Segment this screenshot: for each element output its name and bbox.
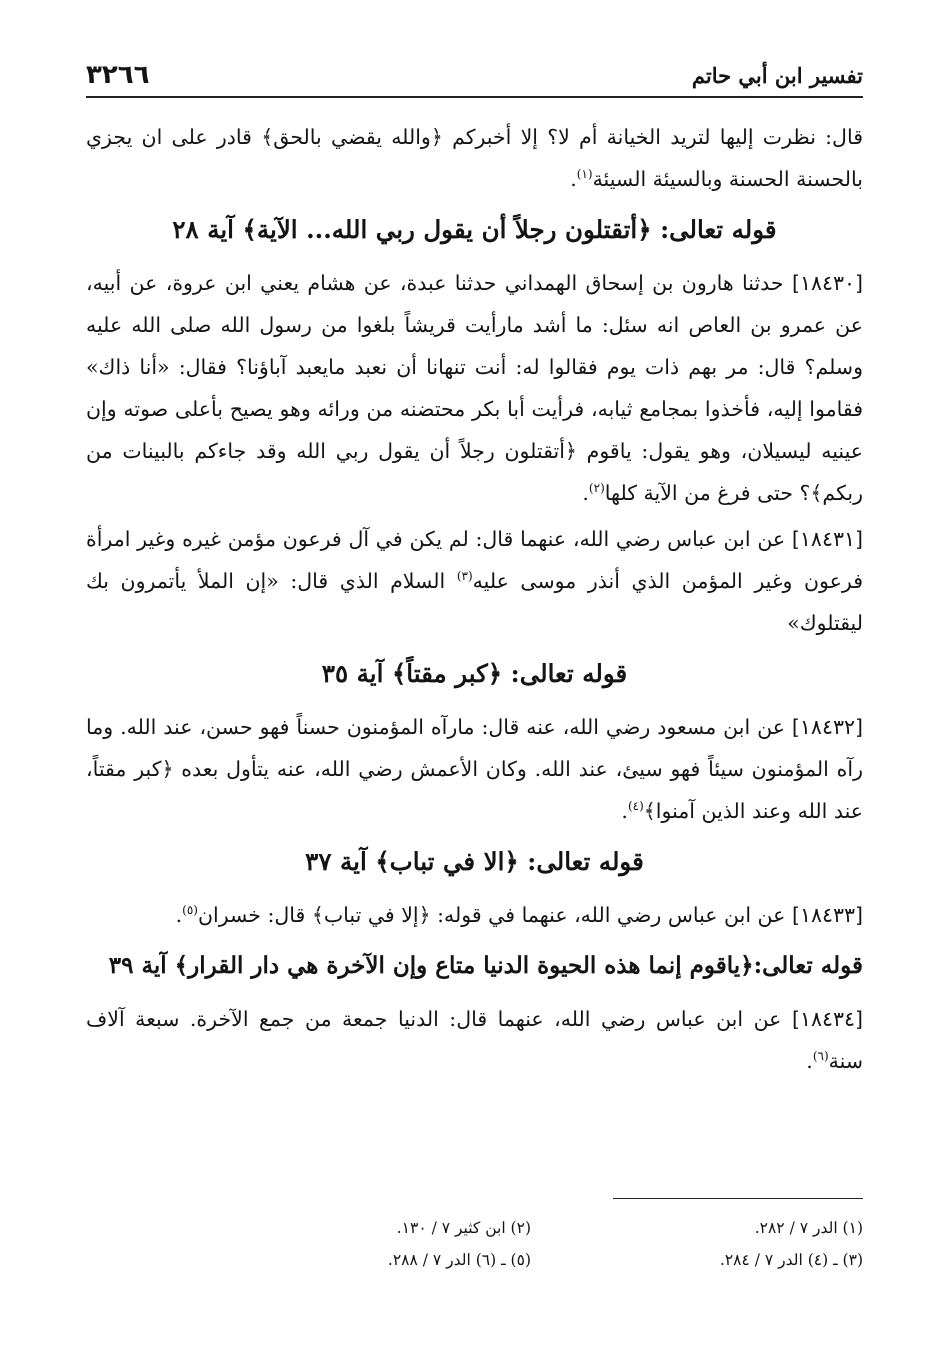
paragraph-continuation: قال: نظرت إليها لتريد الخيانة أم لا؟ إلا أخبركم ﴿والله يقضي بالحق﴾ قادر على ان يجزي بالحسنة الحسنة وبالسيئة السيئة$^{(١)}$. — [86, 125, 863, 191]
narration-number: [١٨٤٣٠] — [791, 271, 863, 295]
paragraph-text: عن ابن مسعود رضي الله، عنه قال: مارآه المؤمنون حسناً فهو حسن، عند الله. وما رآه المؤمنون سيئاً فهو سيئ، عند الله. وكان الأعمش رضي الله، عنه يتأول بعده ﴿كبر مقتاً، عند الله وعند الذين آمنوا﴾ — [86, 715, 863, 823]
footnote-item: (٣) ـ (٤) الدر ٧ / ٢٨٤. — [719, 1251, 863, 1269]
paragraph-text: السلام الذي قال: «إن الملأ يأتمرون بك ليقتلوك» — [86, 569, 863, 635]
footnote-ref: (٥) — [182, 903, 198, 918]
footnote-item: (١) الدر ٧ / ٢٨٢. — [754, 1219, 863, 1237]
section-heading: قوله تعالى:﴿ياقوم إنما هذه الحيوة الدنيا متاع وإن الآخرة هي دار القرار﴾ آية ٣٩ — [108, 952, 863, 979]
narration-paragraph: [١٨٤٣٣] عن ابن عباس رضي الله، عنهما في قوله: ﴿إلا في تباب﴾ قال: خسران$^{(٥)}$. — [175, 903, 863, 927]
narration-number: [١٨٤٣١] — [791, 527, 863, 551]
paragraph-text: حدثنا هارون بن إسحاق الهمداني حدثنا عبدة، عن هشام يعني ابن عروة، عن أبيه، عن عمرو بن العاص انه سئل: ما أشد مارأيت قريشاً بلغوا من رسول الله صلى الله عليه وسلم؟ قال: مر بهم ذات يوم فقالوا له: أنت تنهانا أن نعبد مايعبد آباؤنا؟ فقال: «أنا ذاك» فقاموا إليه، فأخذوا بمجامع ثيابه، فرأيت أبا بكر محتضنه من ورائه وهو يصيح بأعلى صوته وإن عينيه ليسيلان، وهو يقول: ياقوم ﴿أتقتلون رجلاً أن يقول ربي الله وقد جاءكم بالبينات من ربكم﴾؟ حتى فرغ من الآية كلها — [86, 271, 863, 505]
narration-paragraph: [١٨٤٣٢] عن ابن مسعود رضي الله، عنه قال: مارآه المؤمنون حسناً فهو حسن، عند الله. وما رآه المؤمنون سيئاً فهو سيئ، عند الله. وكان الأعمش رضي الله، عنه يتأول بعده ﴿كبر مقتاً، عند الله وعند الذين آمنوا﴾$^{(٤)}$. — [86, 715, 863, 823]
narration-number: [١٨٤٣٣] — [791, 903, 863, 927]
footnote-ref: (٦) — [812, 1049, 829, 1064]
narration-number: [١٨٤٣٤] — [791, 1007, 863, 1031]
running-header — [86, 40, 863, 98]
section-heading: قوله تعالى: ﴿أتقتلون رجلاً أن يقول ربي الله... الآية﴾ آية ٢٨ — [172, 215, 777, 244]
narration-paragraph — [86, 518, 863, 644]
footnote-item: (٢) ابن كثير ٧ / ١٣٠. — [396, 1219, 531, 1237]
book-title: تفسير ابن أبي حاتم — [691, 63, 863, 88]
paragraph-text: عن ابن عباس رضي الله، عنهما في قوله: ﴿إلا في تباب﴾ قال: خسران — [197, 903, 786, 927]
paragraph-text: عن ابن عباس رضي الله، عنهما قال: الدنيا جمعة من جمع الآخرة. سبعة آلاف سنة — [86, 1007, 863, 1073]
footnote-ref: (٣) — [456, 569, 473, 584]
narration-number: [١٨٤٣٢] — [791, 715, 863, 739]
page-body — [86, 116, 863, 1086]
footnotes — [86, 1212, 863, 1276]
paragraph-text: قال: نظرت إليها لتريد الخيانة أم لا؟ إلا أخبركم ﴿والله يقضي بالحق﴾ قادر على ان يجزي بالحسنة الحسنة وبالسيئة السيئة — [86, 125, 863, 191]
footnote-ref: (١) — [576, 167, 593, 182]
paragraph-text: عن ابن عباس رضي الله، عنهما قال: لم يكن في آل فرعون مؤمن غيره وغير امرأة فرعون وغير المؤمن الذي أنذر موسى عليه — [86, 527, 863, 593]
footnote-ref: (٤) — [627, 799, 644, 814]
footnote-divider — [613, 1198, 863, 1199]
footnote-row — [86, 1212, 863, 1244]
narration-paragraph: [١٨٤٣٤] عن ابن عباس رضي الله، عنهما قال: الدنيا جمعة من جمع الآخرة. سبعة آلاف سنة$^{(٦)}$. — [86, 1007, 863, 1073]
section-heading: قوله تعالى: ﴿الا في تباب﴾ آية ٣٧ — [305, 847, 644, 876]
page-number: ٣٢٦٦ — [86, 60, 150, 90]
section-heading: قوله تعالى: ﴿كبر مقتاً﴾ آية ٣٥ — [321, 659, 628, 688]
narration-paragraph: [١٨٤٣٠] حدثنا هارون بن إسحاق الهمداني حدثنا عبدة، عن هشام يعني ابن عروة، عن أبيه، عن عمرو بن العاص انه سئل: ما أشد مارأيت قريشاً بلغوا من رسول الله صلى الله عليه وسلم؟ قال: مر بهم ذات يوم فقالوا له: أنت تنهانا أن نعبد مايعبد آباؤنا؟ فقال: «أنا ذاك» فقاموا إليه، فأخذوا بمجامع ثيابه، فرأيت أبا بكر محتضنه من ورائه وهو يصيح بأعلى صوته وإن عينيه ليسيلان، وهو يقول: ياقوم ﴿أتقتلون رجلاً أن يقول ربي الله وقد جاءكم بالبينات من ربكم﴾؟ حتى فرغ من الآية كلها$^{(٢)}$. — [86, 271, 863, 505]
footnote-ref: (٢) — [588, 481, 605, 496]
footnote-row — [86, 1244, 863, 1276]
footnote-item: (٥) ـ (٦) الدر ٧ / ٢٨٨. — [387, 1251, 531, 1269]
